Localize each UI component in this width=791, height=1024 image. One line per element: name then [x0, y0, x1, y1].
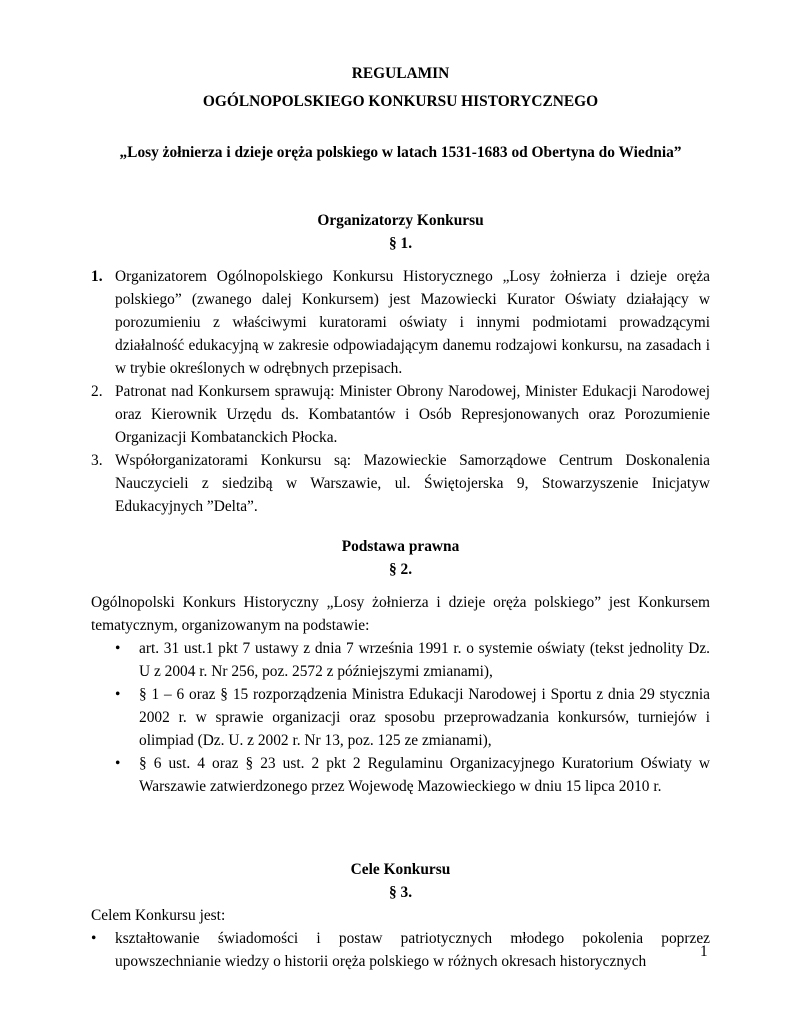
- section-heading-organizers: Organizatorzy Konkursu: [317, 212, 484, 229]
- competition-subtitle: „Losy żołnierza i dzieje oręża polskiego w latach 1531-1683 od Obertyna do Wiednia”: [119, 144, 682, 161]
- section-number-3: § 3.: [388, 884, 413, 901]
- bullet-icon: •: [115, 640, 121, 657]
- bullet-icon: •: [115, 686, 121, 703]
- list-item-text: art. 31 ust.1 pkt 7 ustawy z dnia 7 września 1991 r. o systemie oświaty (tekst jednolity Dz. U z 2004 r. Nr 256, poz. 2572 z późniejszymi zmianami),: [139, 640, 710, 680]
- bullet-icon: •: [91, 930, 97, 947]
- section-number-1: § 1.: [388, 235, 413, 252]
- list-item: [91, 637, 710, 683]
- list-item: [91, 265, 710, 380]
- section-heading-goals: Cele Konkursu: [350, 861, 451, 878]
- page-number: 1: [700, 943, 708, 960]
- goals-list: [91, 927, 710, 973]
- list-item-text: § 6 ust. 4 oraz § 23 ust. 2 pkt 2 Regulaminu Organizacyjnego Kuratorium Oświaty w Warszawie zatwierdzonego przez Wojewodę Mazowieckiego w dniu 15 lipca 2010 r.: [139, 755, 710, 795]
- list-item: [91, 683, 710, 752]
- goals-intro: Celem Konkursu jest:: [91, 907, 226, 924]
- list-item-number: 3.: [91, 452, 103, 469]
- document-title-line2: OGÓLNOPOLSKIEGO KONKURSU HISTORYCZNEGO: [202, 93, 599, 110]
- list-item: [91, 380, 710, 449]
- list-item-number: 2.: [91, 383, 103, 400]
- bullet-icon: •: [115, 755, 121, 772]
- list-item-text: Organizatorem Ogólnopolskiego Konkursu Historycznego „Losy żołnierza i dzieje oręża polskiego” (zwanego dalej Konkursem) jest Mazowiecki Kurator Oświaty działający w porozumieniu z właściwymi kuratorami oświaty i innymi podmiotami prowadzącymi działalność edukacyjną w zakresie odpowiadającym danemu rodzajowi konkursu, na zasadach i w trybie określonych w odrębnych przepisach.: [115, 268, 710, 377]
- list-item-number: 1.: [91, 268, 103, 285]
- legal-basis-intro: Ogólnopolski Konkurs Historyczny „Losy żołnierza i dzieje oręża polskiego” jest Konkursem tematycznym, organizowanym na podstawie:: [91, 594, 710, 634]
- legal-basis-list: [91, 637, 710, 798]
- list-item-text: Patronat nad Konkursem sprawują: Minister Obrony Narodowej, Minister Edukacji Narodowej oraz Kierownik Urzędu ds. Kombatantów i Osób Represjonowanych oraz Porozumienie Organizacji Kombatanckich Płocka.: [115, 383, 710, 446]
- list-item: [91, 752, 710, 798]
- list-item-text: kształtowanie świadomości i postaw patriotycznych młodego pokolenia poprzez upowszechnianie wiedzy o historii oręża polskiego w różnych okresach historycznych: [115, 930, 710, 970]
- section-number-2: § 2.: [388, 561, 413, 578]
- document-title: REGULAMIN: [351, 65, 450, 82]
- list-item-text: Współorganizatorami Konkursu są: Mazowieckie Samorządowe Centrum Doskonalenia Nauczycieli z siedzibą w Warszawie, ul. Świętojerska 9, Stowarzyszenie Inicjatyw Edukacyjnych ”Delta”.: [115, 452, 710, 515]
- section-heading-legal-basis: Podstawa prawna: [341, 538, 460, 555]
- list-item: [91, 927, 710, 973]
- list-item: [91, 449, 710, 518]
- organizers-list: [91, 265, 710, 518]
- document-page: [91, 62, 710, 973]
- list-item-text: § 1 – 6 oraz § 15 rozporządzenia Ministra Edukacji Narodowej i Sportu z dnia 29 stycznia 2002 r. w sprawie organizacji oraz sposobu przeprowadzania konkursów, turniejów i olimpiad (Dz. U. z 2002 r. Nr 13, poz. 125 ze zmianami),: [139, 686, 710, 749]
